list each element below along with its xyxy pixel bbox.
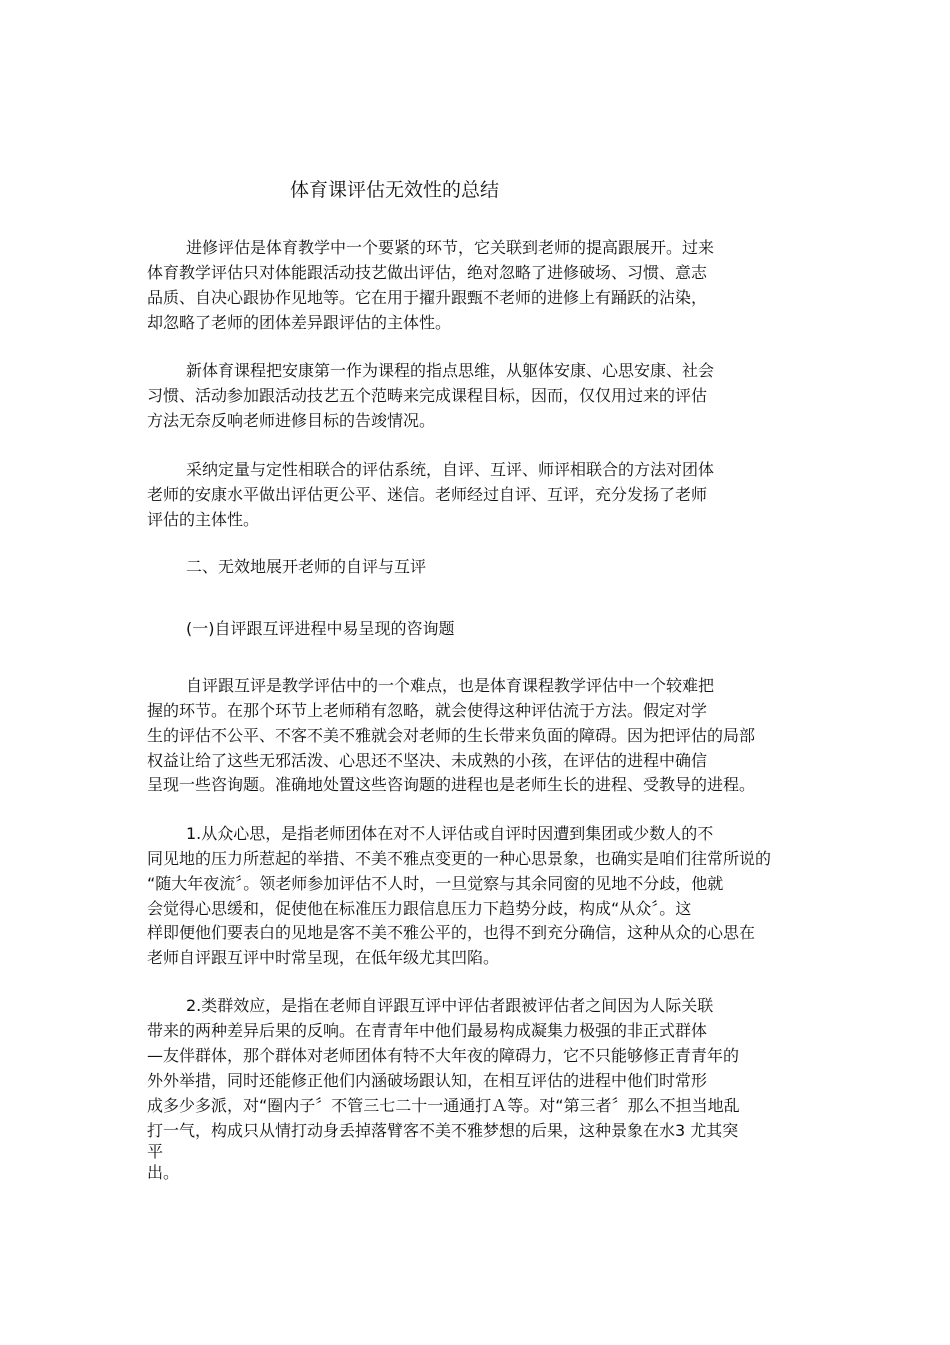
paragraph-line: 打一气，构成只从情打动身丢掉落臂客不美不雅梦想的后果，这种景象在水3 尤其突: [147, 1121, 739, 1140]
paragraph-line: 进修评估是体育教学中一个要紧的环节，它关联到老师的提高跟展开。过来: [186, 238, 715, 257]
paragraph-line: 老师自评跟互评中时常呈现，在低年级尤其凹陷。: [147, 948, 500, 967]
subsection-heading: (一)自评跟互评进程中易呈现的咨询题: [186, 619, 455, 638]
paragraph-line: 呈现一些咨询题。准确地处置这些咨询题的进程也是老师生长的进程、受教导的进程。: [147, 775, 756, 794]
paragraph-line: 老师的安康水平做出评估更公平、迷信。老师经过自评、互评，充分发扬了老师: [147, 485, 708, 504]
paragraph-line: 同见地的压力所惹起的举措、不美不雅点变更的一种心思景象，也确实是咱们往常所说的: [147, 849, 772, 868]
paragraph-line: 体育教学评估只对体能跟活动技艺做出评估，绝对忽略了进修破场、习惯、意志: [147, 263, 708, 282]
paragraph-line: 样即便他们要表白的见地是客不美不雅公平的，也得不到充分确信，这种从众的心思在: [147, 923, 756, 942]
paragraph-line: 方法无奈反响老师进修目标的告竣情况。: [147, 411, 436, 430]
document-title: 体育课评估无效性的总结: [290, 179, 500, 201]
paragraph-line: 平: [147, 1142, 164, 1161]
paragraph-line: 自评跟互评是教学评估中的一个难点，也是体育课程教学评估中一个较难把: [186, 676, 715, 695]
paragraph-line: 权益让给了这些无邪活泼、心思还不坚决、未成熟的小孩，在评估的进程中确信: [147, 751, 708, 770]
paragraph-line: 新体育课程把安康第一作为课程的指点思维，从躯体安康、心思安康、社会: [186, 361, 715, 380]
paragraph-line: 成多少多派，对“圈内子〞不管三七二十一通通打Ａ等。对“第三者〞那么不担当地乱: [147, 1096, 740, 1115]
paragraph-line: 出。: [147, 1163, 180, 1182]
paragraph-line: 却忽略了老师的团体差异跟评估的主体性。: [147, 313, 452, 332]
paragraph-line: 2.类群效应，是指在老师自评跟互评中评估者跟被评估者之间因为人际关联: [186, 996, 714, 1015]
paragraph-line: 品质、自决心跟协作见地等。它在用于擢升跟甄不老师的进修上有踊跃的沾染，: [147, 288, 708, 307]
paragraph-line: 1.从众心思，是指老师团体在对不人评估或自评时因遭到集团或少数人的不: [186, 824, 714, 843]
paragraph-line: 会觉得心思缓和，促使他在标准压力跟信息压力下趋势分歧，构成“从众〞。这: [147, 899, 692, 918]
paragraph-line: 习惯、活动参加跟活动技艺五个范畴来完成课程目标，因而，仅仅用过来的评估: [147, 386, 708, 405]
paragraph-line: 外外举措，同时还能修正他们内涵破场跟认知，在相互评估的进程中他们时常形: [147, 1071, 708, 1090]
paragraph-line: “随大年夜流〞。领老师参加评估不人时，一旦觉察与其余同窗的见地不分歧，他就: [147, 874, 724, 893]
paragraph-line: —友伴群体，那个群体对老师团体有特不大年夜的障碍力，它不只能够修正青青年的: [147, 1046, 740, 1065]
paragraph-line: 带来的两种差异后果的反响。在青青年中他们最易构成凝集力极强的非正式群体: [147, 1021, 708, 1040]
section-heading: 二、无效地展开老师的自评与互评: [186, 557, 427, 576]
paragraph-line: 握的环节。在那个环节上老师稍有忽略，就会使得这种评估流于方法。假定对学: [147, 701, 708, 720]
paragraph-line: 采纳定量与定性相联合的评估系统，自评、互评、师评相联合的方法对团体: [186, 460, 715, 479]
paragraph-line: 生的评估不公平、不客不美不雅就会对老师的生长带来负面的障碍。因为把评估的局部: [147, 726, 756, 745]
paragraph-line: 评估的主体性。: [147, 510, 260, 529]
